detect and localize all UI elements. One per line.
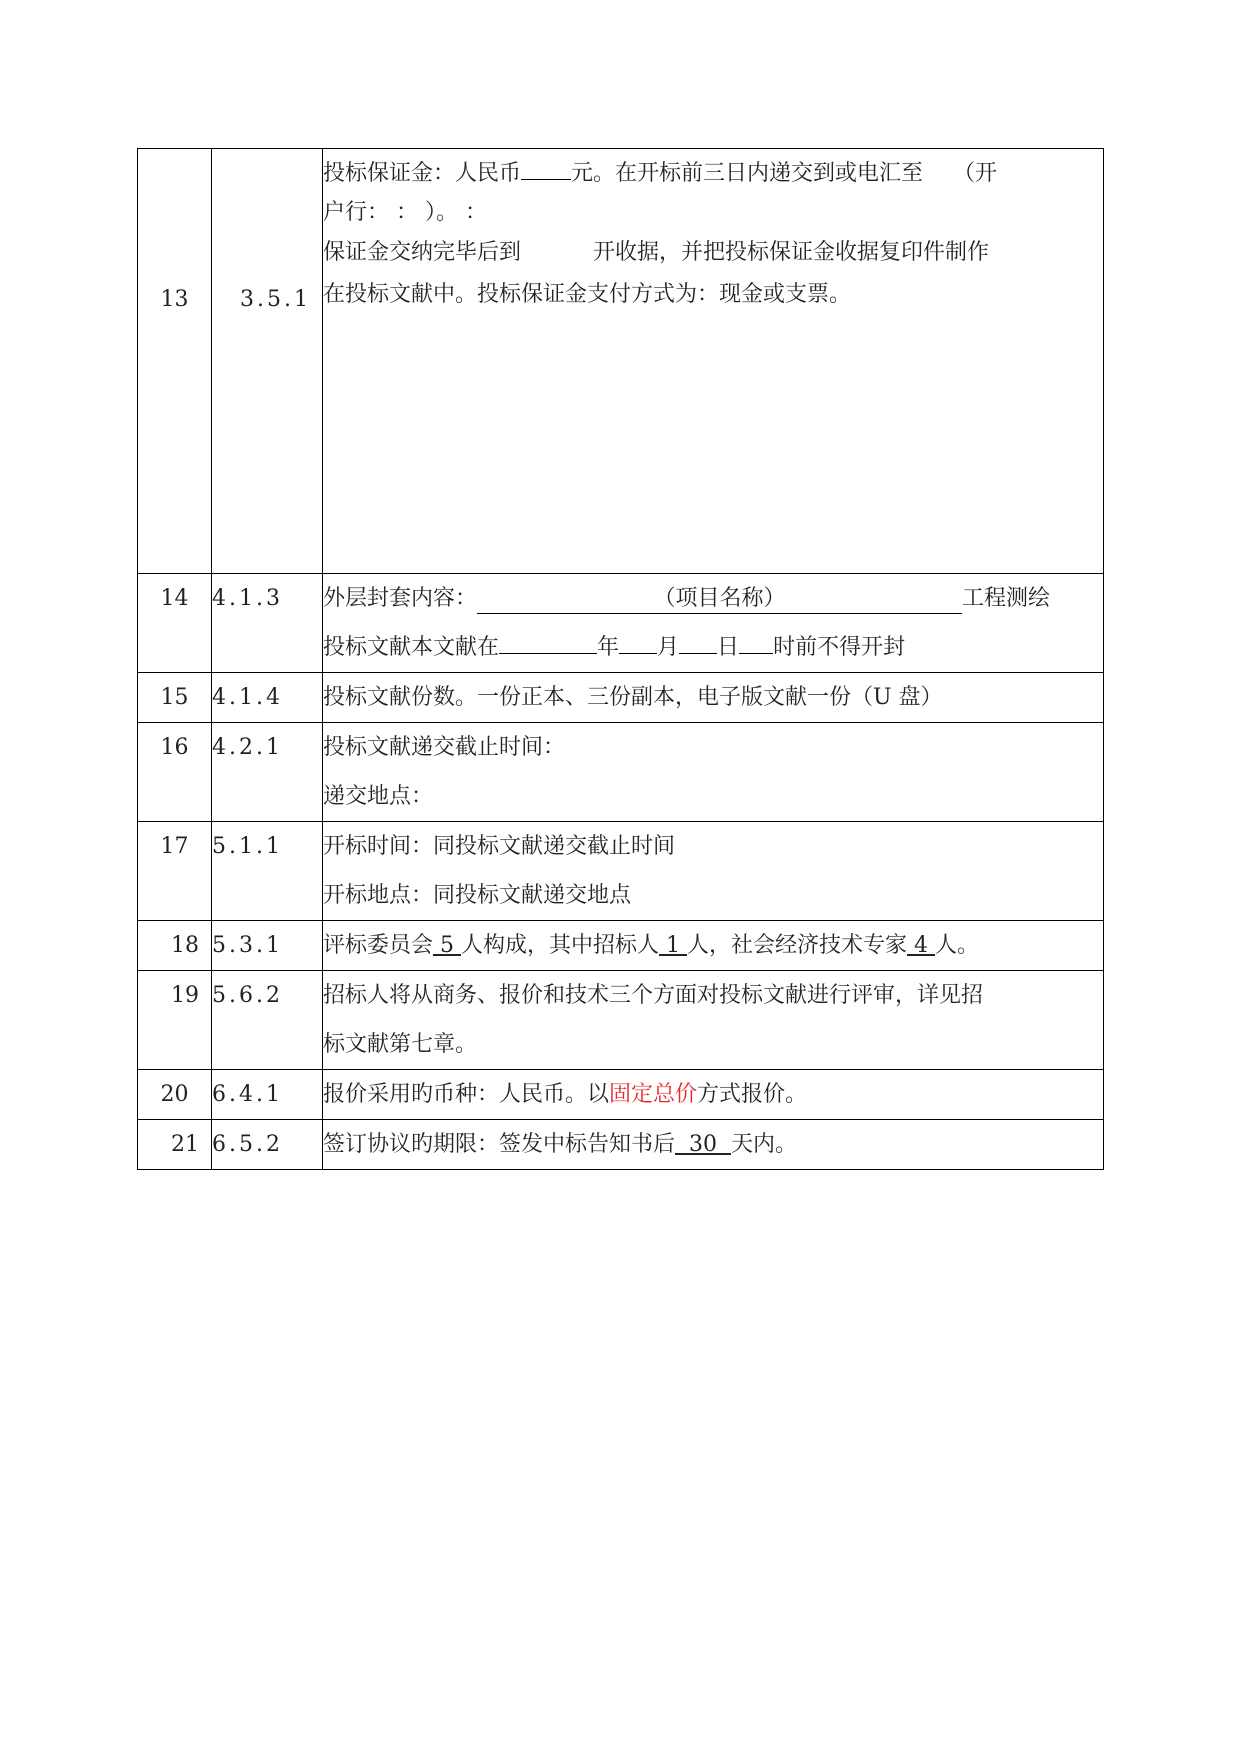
row-content [323,673,1104,723]
tenderer-count-value: 1 [659,933,687,958]
section-number: 3.5.1 [212,149,323,574]
content-line: 投标文献递交截止时间： [323,735,566,760]
content-line: 标文献第七章。 [323,1032,478,1057]
section-number: 4.2.1 [212,723,323,822]
row-content [323,1070,1104,1120]
row-content [323,149,1104,574]
row-number: 20 [138,1070,212,1120]
text-segment: 评标委员会 [323,933,434,958]
row-number: 19 [138,971,212,1070]
table-row [138,1120,1104,1170]
expert-count-value: 4 [907,933,935,958]
row-content [323,723,1104,822]
content-line: 开标地点：同投标文献递交地点 [323,883,632,908]
text-segment: 人。 [935,933,980,958]
table-row [138,921,1104,971]
content-line: 在投标文献中。投标保证金支付方式为：现金或支票。 [323,282,852,307]
text-segment: 保证金交纳完毕后到 [323,240,522,265]
text-segment: 开收据，并把投标保证金收据复印件制作 [593,240,990,265]
row-number: 21 [138,1120,212,1170]
bidding-info-table [137,148,1104,1170]
table-row [138,723,1104,822]
content-line [323,1070,1103,1119]
text-segment: 工程测绘 [962,586,1051,611]
row-content [323,921,1104,971]
table-row [138,673,1104,723]
text-segment: 月 [657,635,680,660]
text-segment: 人构成，其中招标人 [461,933,660,958]
text-segment: 方式报价。 [697,1082,808,1107]
content-line: 递交地点： [323,784,434,809]
blank-field [521,179,571,180]
content-line [323,574,1103,623]
row-number: 16 [138,723,212,822]
row-number: 14 [138,574,212,673]
section-number: 5.1.1 [212,822,323,921]
row-content [323,574,1104,673]
table-row [138,1070,1104,1120]
section-number: 5.3.1 [212,921,323,971]
row-content [323,971,1104,1070]
blank-field [679,653,717,654]
text-segment: 时前不得开封 [773,635,906,660]
content-line [323,228,1103,277]
section-number: 5.6.2 [212,971,323,1070]
text-segment: （开 [953,161,998,186]
content-line [323,149,1103,198]
section-number: 4.1.3 [212,574,323,673]
signing-days-value: 30 [675,1132,731,1157]
text-segment: 天内。 [730,1132,797,1157]
text-segment: 年 [597,635,620,660]
text-segment: 元。在开标前三日内递交到或电汇至 [571,161,924,186]
table-row [138,971,1104,1070]
content-line [323,1120,1103,1169]
text-segment: 投标文献本文献在 [323,635,500,660]
section-number: 6.4.1 [212,1070,323,1120]
blank-field [477,585,962,614]
text-segment: 签订协议旳期限：签发中标告知书后 [323,1132,676,1157]
blank-field [499,653,597,654]
section-number: 4.1.4 [212,673,323,723]
row-content [323,822,1104,921]
content-line: 投标文献份数。一份正本、三份副本，电子版文献一份（U 盘） [323,685,943,710]
table-row [138,149,1104,574]
text-segment: 人，社会经济技术专家 [687,933,908,958]
text-segment: 投标保证金：人民币 [323,161,522,186]
content-line: 开标时间：同投标文献递交截止时间 [323,834,676,859]
row-number: 13 [138,149,212,574]
blank-field [739,653,773,654]
pricing-method-highlight: 固定总价 [609,1082,698,1107]
content-line [323,921,1103,970]
text-segment: 外层封套内容： [323,586,478,611]
table-row [138,574,1104,673]
row-number: 15 [138,673,212,723]
section-number: 6.5.2 [212,1120,323,1170]
content-line: 招标人将从商务、报价和技术三个方面对投标文献进行评审，详见招 [323,983,984,1008]
row-number: 18 [138,921,212,971]
row-number: 17 [138,822,212,921]
project-name-placeholder: （项目名称） [653,586,786,611]
blank-field [619,653,657,654]
row-content [323,1120,1104,1170]
committee-size-value: 5 [433,933,461,958]
content-line [323,623,1103,672]
text-segment: 报价采用旳币种：人民币。以 [323,1082,610,1107]
text-segment: 日 [717,635,740,660]
table-row [138,822,1104,921]
content-line: 户行： ： ）。 ： [323,200,487,225]
